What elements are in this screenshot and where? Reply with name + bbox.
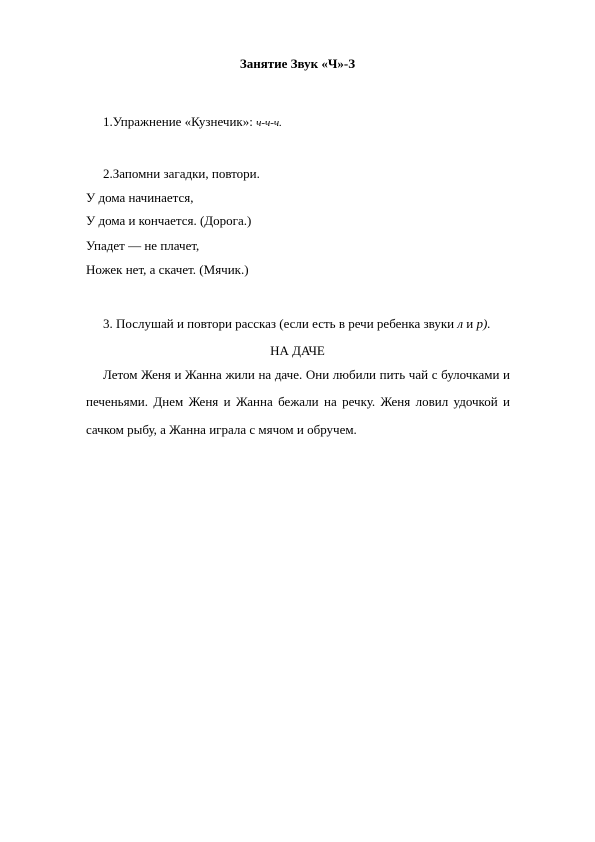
riddle-line: У дома и кончается. (Дорога.) xyxy=(86,213,252,228)
riddle-line: Ножек нет, а скачет. (Мячик.) xyxy=(86,262,249,277)
riddle-line: У дома начинается, xyxy=(86,190,194,205)
story-line: Летом Женя и Жанна жили на даче. Они любили пить чай с булочками и xyxy=(103,367,510,382)
sound-l: л xyxy=(457,316,464,331)
page-title: Занятие Звук «Ч»-З xyxy=(239,56,356,71)
exercise-1-text: 1.Упражнение «Кузнечик»: xyxy=(103,114,257,129)
exercise-2-heading: 2.Запомни загадки, повтори. xyxy=(103,166,260,181)
exercise-3-heading xyxy=(103,316,491,332)
story-title: НА ДАЧЕ xyxy=(270,343,325,358)
story-line: печеньями. Днем Женя и Жанна бежали на речку. Женя ловил удочкой и xyxy=(86,394,510,409)
exercise-1-sound: ч-ч-ч. xyxy=(256,117,282,129)
sound-r: р). xyxy=(476,316,491,331)
exercise-3-heading-text: 3. Послушай и повтори рассказ (если есть в речи ребенка звуки xyxy=(103,316,458,331)
riddle-line: Упадет — не плачет, xyxy=(86,238,200,253)
conjunction: и xyxy=(463,316,477,331)
story-line: сачком рыбу, а Жанна играла с мячом и обручем. xyxy=(86,422,357,437)
exercise-1 xyxy=(103,114,282,131)
